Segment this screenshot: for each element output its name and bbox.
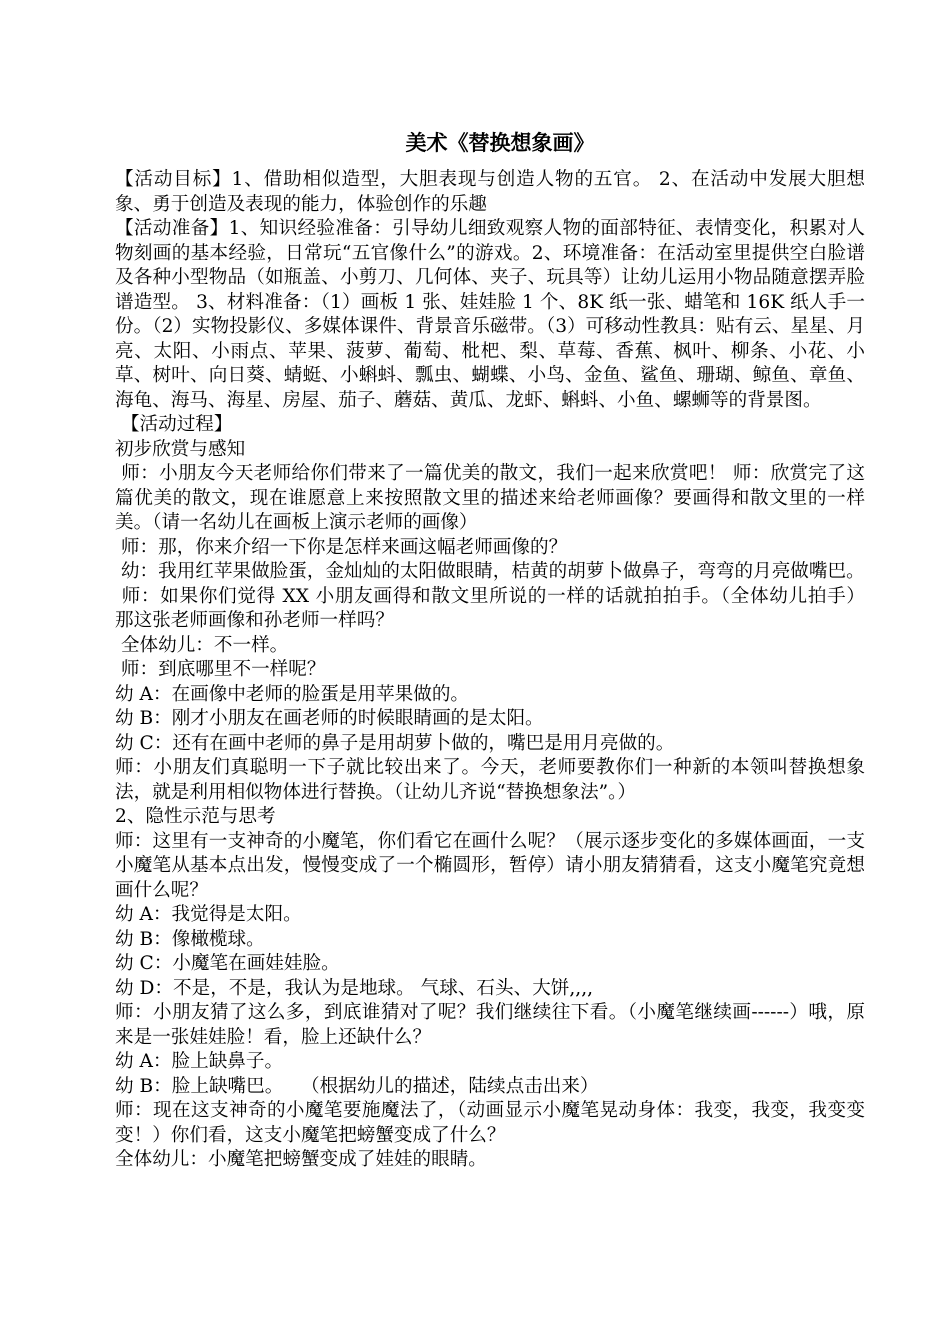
paragraph-section-1-heading: 初步欣赏与感知 (115, 438, 246, 460)
paragraph-process-heading: 【活动过程】 (115, 414, 233, 435)
paragraph: 幼 A：我觉得是太阳。 (115, 904, 302, 925)
document-page (115, 128, 877, 1173)
paragraph-objectives: 【活动目标】1、借助相似造型，大胆表现与创造人物的五官。 2、在活动中发展大胆想象、勇于创造及表现的能力，体验创作的乐趣 (115, 169, 865, 215)
paragraph: 师：小朋友今天老师给你们带来了一篇优美的散文，我们一起来欣赏吧！ 师：欣赏完了这篇优美的散文，现在谁愿意上来按照散文里的描述来给老师画像？要画得和散文里的一样美。（请一名幼儿在画板上演示老师的画像） (115, 463, 865, 533)
paragraph: 全体幼儿：不一样。 (115, 634, 289, 656)
paragraph: 师：小朋友猜了这么多，到底谁猜对了呢？我们继续往下看。（小魔笔继续画------）哦，原来是一张娃娃脸！看，脸上还缺什么？ (115, 1002, 865, 1048)
paragraph: 师：这里有一支神奇的小魔笔，你们看它在画什么呢？（展示逐步变化的多媒体画面，一支小魔笔从基本点出发，慢慢变成了一个椭圆形，暂停）请小朋友猜猜看，这支小魔笔究竟想画什么呢？ (115, 830, 865, 901)
paragraph: 师：那，你来介绍一下你是怎样来画这幅老师画像的？ (115, 536, 568, 558)
paragraph: 师：现在这支神奇的小魔笔要施魔法了，（动画显示小魔笔晃动身体：我变，我变，我变变变！）你们看，这支小魔笔把螃蟹变成了什么？ (115, 1100, 865, 1146)
paragraph: 师：小朋友们真聪明一下子就比较出来了。今天，老师要教你们一种新的本领叫替换想象法，就是利用相似物体进行替换。（让幼儿齐说“替换想象法”。） (115, 757, 865, 803)
paragraph: 师：到底哪里不一样呢？ (115, 659, 326, 680)
paragraph: 幼 A：在画像中老师的脸蛋是用苹果做的。 (115, 683, 470, 705)
paragraph: 幼：我用红苹果做脸蛋，金灿灿的太阳做眼睛，桔黄的胡萝卜做鼻子，弯弯的月亮做嘴巴。 (115, 561, 865, 582)
document-title: 美术《替换想象画》 (405, 130, 595, 155)
paragraph: 师：如果你们觉得 XX 小朋友画得和散文里所说的一样的话就拍拍手。（全体幼儿拍手） 那这张老师画像和孙老师一样吗？ (115, 585, 877, 631)
paragraph: 幼 C：小魔笔在画娃娃脸。 (115, 953, 340, 974)
paragraph: 幼 A：脸上缺鼻子。 (115, 1051, 284, 1072)
paragraph: 全体幼儿：小魔笔把螃蟹变成了娃娃的眼睛。 (115, 1149, 487, 1170)
paragraph: 幼 B：刚才小朋友在画老师的时候眼睛画的是太阳。 (115, 708, 544, 729)
paragraph: 幼 B：像橄榄球。 (115, 928, 265, 950)
paragraph: 幼 B：脸上缺嘴巴。 （根据幼儿的描述，陆续点击出来） (115, 1075, 599, 1097)
document-body (115, 168, 877, 1173)
paragraph: 幼 C：还有在画中老师的鼻子是用胡萝卜做的，嘴巴是用月亮做的。 (115, 732, 675, 754)
paragraph-section-2-heading: 2、隐性示范与思考 (115, 806, 276, 827)
paragraph: 幼 D：不是，不是，我认为是地球。 气球、石头、大饼,,,, (115, 977, 594, 999)
paragraph-preparation: 【活动准备】1、知识经验准备：引导幼儿细致观察人物的面部特征、表情变化，积累对人物刻画的基本经验，日常玩“五官像什么”的游戏。2、环境准备：在活动室里提供空白脸谱及各种小型物品（如瓶盖、小剪刀、几何体、夹子、玩具等）让幼儿运用小物品随意摆弄脸谱造型。 3、材料准备：（1）画板 1 张、娃娃脸 1 个、8K 纸一张、蜡笔和 16K 纸人手一份。（2）实物投影仪、多媒体课件、背景音乐磁带。（3）可移动性教具：贴有云、星星、月亮、太阳、小雨点、苹果、菠萝、葡萄、枇杷、梨、草莓、香蕉、枫叶、柳条、小花、小草、树叶、向日葵、蜻蜓、小蝌蚪、瓢虫、蝴蝶、小鸟、金鱼、鲨鱼、珊瑚、鲸鱼、章鱼、海龟、海马、海星、房屋、茄子、蘑菇、黄瓜、龙虾、蝌蚪、小鱼、螺蛳等的背景图。 (115, 218, 865, 411)
